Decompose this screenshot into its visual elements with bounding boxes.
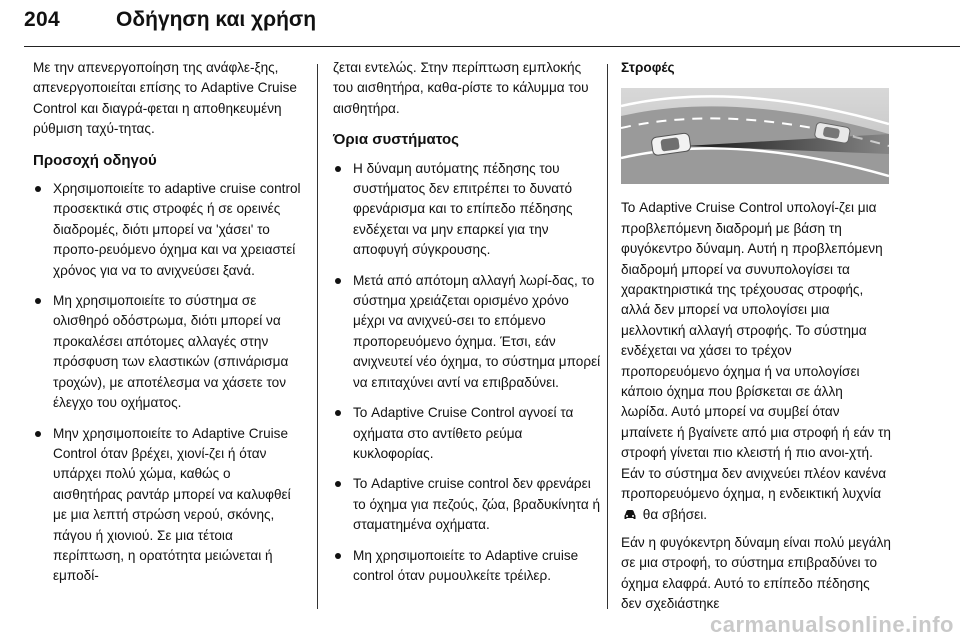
watermark: carmanualsonline.info <box>710 612 954 637</box>
column-left <box>33 58 301 597</box>
car-indicator-icon <box>623 507 637 527</box>
driver-attention-list <box>33 179 301 587</box>
curves-paragraph-1-end: θα σβήσει. <box>642 506 707 522</box>
curves-heading: Στροφές <box>621 60 675 75</box>
list-item: Μη χρησιμοποιείτε το Adaptive cruise control όταν ρυμουλκείτε τρέιλερ. <box>333 546 601 587</box>
page-header <box>0 0 960 48</box>
column-right <box>621 58 891 615</box>
curves-paragraph-1-text: Το Adaptive Cruise Control υπολογί-ζει μια προβλεπόμενη διαδρομή με βάση τη φυγόκεντρο δύναμη. Αυτή η προβλεπόμενη διαδρομή μπορεί να συνυπολογίσει τα χαρακτηριστικά της τρέχουσας στροφής, αλλά δεν μπορεί να υπολογίσει μια μελλοντική αλλαγή στροφής. Το σύστημα ενδέχεται να χάσει το τρέχον προπορευόμενο όχημα ή να υπολογίσει κάποιο όχημα που βρίσκεται σε άλλη λωρίδα. Αυτό μπορεί να συμβεί όταν μπαίνετε ή βγαίνετε από μια στροφή ή εάν τη στροφή γίνεται πιο κλειστή ή πιο ανοι-χτή. Εάν το σύστημα δεν ανιχνεύει πλέον κανένα προπορευόμενο όχημα, η ενδεικτική λυχνία <box>621 200 891 502</box>
page-number: 204 <box>24 8 60 31</box>
list-item: Μη χρησιμοποιείτε το σύστημα σε ολισθηρό οδόστρωμα, διότι μπορεί να προκαλέσει απότομες αλλαγές στην πρόσφυση των ελαστικών (σπινάρισμα τροχών), με αποτέλεσμα να χάσετε τον έλεγχο του οχήματος. <box>33 291 301 413</box>
running-title: Οδήγηση και χρήση <box>116 8 317 31</box>
column-middle <box>333 58 601 596</box>
header-rule <box>24 46 960 47</box>
list-item: Χρησιμοποιείτε το adaptive cruise control προσεκτικά στις στροφές ή σε ορεινές διαδρομές, διότι μπορεί να 'χάσει' το προπο-ρευόμενο όχημα και να χρειαστεί χρόνος για να το ανιχνεύσει ξανά. <box>33 179 301 281</box>
list-item: Μετά από απότομη αλλαγή λωρί-δας, το σύστημα χρειάζεται ορισμένο χρόνο μέχρι να ανιχνεύ-σει το επόμενο προπορευόμενο όχημα. Έτσι, εάν ανιχνευτεί νέο όχημα, το σύστημα μπορεί να επιταχύνει αντί να επιβραδύνει. <box>333 271 601 393</box>
curve-illustration-icon <box>621 88 889 184</box>
list-item: Μην χρησιμοποιείτε το Adaptive Cruise Control όταν βρέχει, χιονί-ζει ή όταν υπάρχει πολύ χώμα, καθώς ο αισθητήρας ραντάρ μπορεί να καλυφθεί με μια λεπτή στρώση νερού, σκόνης, πάγου ή χιονιού. Σε μια τέτοια περίπτωση, η ορατότητα μειώνεται ή εμποδί- <box>33 424 301 587</box>
list-item: Η δύναμη αυτόματης πέδησης του συστήματος δεν επιτρέπει το δυνατό φρενάρισμα και το επίπεδο πέδησης ενδέχεται να μην επαρκεί για την αποφυγή σύγκρουσης. <box>333 159 601 261</box>
continuation-paragraph: ζεται εντελώς. Στην περίπτωση εμπλοκής του αισθητήρα, καθα-ρίστε το κάλυμμα του αισθητήρα. <box>333 60 589 116</box>
driver-attention-heading: Προσοχή οδηγού <box>33 151 157 169</box>
column-divider-1 <box>317 64 318 609</box>
column-divider-2 <box>607 64 608 609</box>
curves-paragraph-2: Εάν η φυγόκεντρη δύναμη είναι πολύ μεγάλη σε μια στροφή, το σύστημα επιβραδύνει το όχημα ελαφρά. Αυτό το επίπεδο πέδησης δεν σχεδιάστηκε <box>621 534 891 612</box>
list-item: Το Adaptive cruise control δεν φρενάρει το όχημα για πεζούς, ζώα, βραδυκίνητα ή σταματημένα οχήματα. <box>333 474 601 535</box>
curves-paragraph-1 <box>621 198 891 527</box>
intro-paragraph: Με την απενεργοποίηση της ανάφλε-ξης, απενεργοποιείται επίσης το Adaptive Cruise Control και διαγρά-φεται η αποθηκευμένη ρύθμιση ταχύ-τητας. <box>33 60 297 137</box>
system-limits-list <box>333 159 601 587</box>
list-item: Το Adaptive Cruise Control αγνοεί τα οχήματα στο αντίθετο ρεύμα κυκλοφορίας. <box>333 403 601 464</box>
system-limits-heading: Όρια συστήματος <box>333 131 459 149</box>
